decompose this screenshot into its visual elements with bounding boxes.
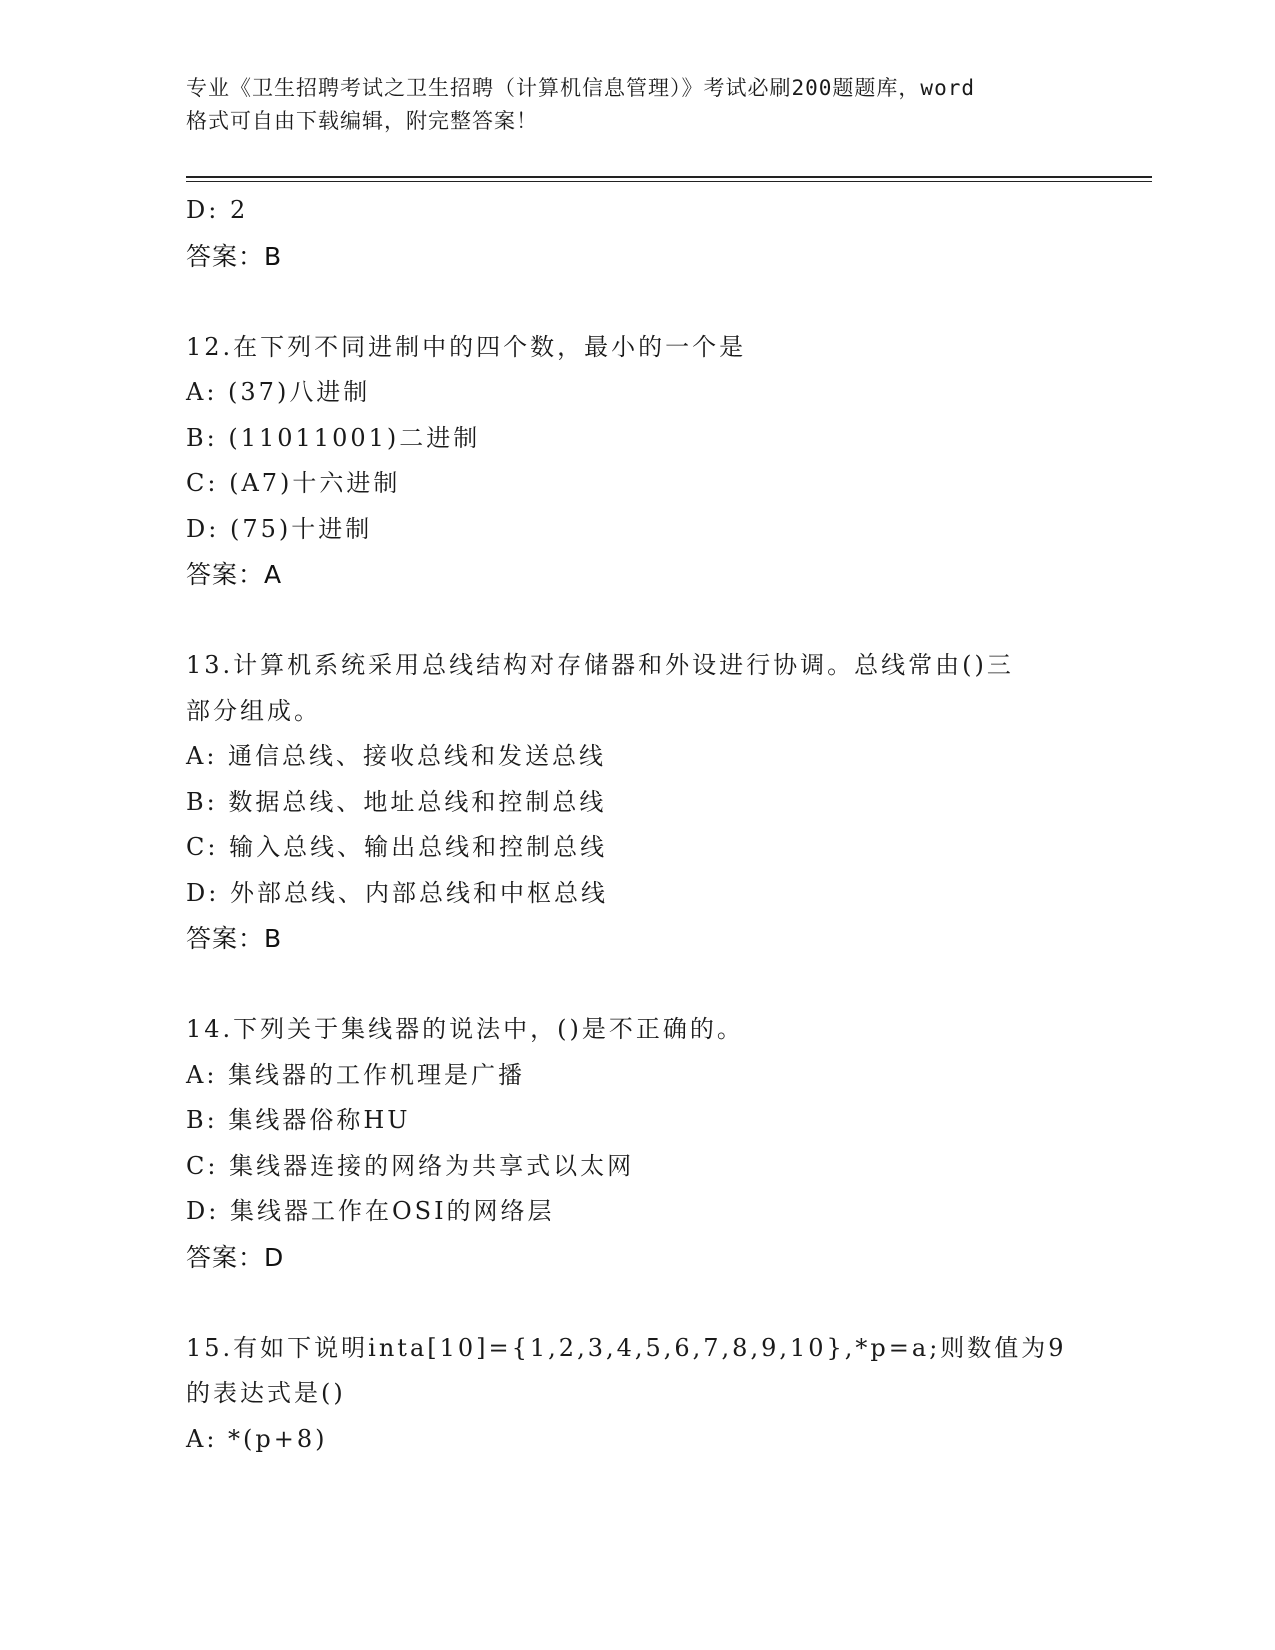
header-divider-thin <box>186 181 1152 182</box>
question-title-line-1: 15.有如下说明inta[10]={1,2,3,4,5,6,7,8,9,10},*p=a;则数值为9 <box>186 1333 1067 1362</box>
option-d: D: 2 <box>186 196 249 224</box>
option-b: B: (11011001)二进制 <box>186 423 481 452</box>
header-line-1: 专业《卫生招聘考试之卫生招聘（计算机信息管理）》考试必刷200题题库，word <box>186 76 975 100</box>
option-c: C: (A7)十六进制 <box>186 469 401 497</box>
question-14 <box>186 1007 1086 1280</box>
question-15 <box>186 1326 1086 1463</box>
spacer <box>186 962 1086 1008</box>
option-b: B: 数据总线、地址总线和控制总线 <box>186 787 607 816</box>
spacer <box>186 1280 1086 1326</box>
answer-line: 答案：D <box>186 1242 285 1272</box>
question-prev <box>186 188 1086 279</box>
spacer <box>186 598 1086 644</box>
option-a: A: 集线器的工作机理是广播 <box>186 1060 526 1089</box>
answer-line: 答案：B <box>186 924 283 953</box>
question-12 <box>186 325 1086 598</box>
question-13 <box>186 643 1086 962</box>
option-a: A: *(p+8) <box>186 1424 328 1453</box>
question-title-line-2: 的表达式是() <box>186 1379 346 1407</box>
question-list <box>186 188 1086 1462</box>
option-c: C: 集线器连接的网络为共享式以太网 <box>186 1151 635 1180</box>
question-title-line-1: 13.计算机系统采用总线结构对存储器和外设进行协调。总线常由()三 <box>186 651 1014 679</box>
option-c: C: 输入总线、输出总线和控制总线 <box>186 833 608 861</box>
option-b: B: 集线器俗称HU <box>186 1106 411 1134</box>
question-title: 12.在下列不同进制中的四个数，最小的一个是 <box>186 332 747 361</box>
document-header <box>186 72 1086 138</box>
option-d: D: (75)十进制 <box>186 514 373 543</box>
option-a: A: (37)八进制 <box>186 378 371 406</box>
header-divider-thick <box>186 176 1152 178</box>
question-title-line-2: 部分组成。 <box>186 696 321 725</box>
answer-line: 答案：A <box>186 560 283 589</box>
answer-line: 答案：B <box>186 241 283 271</box>
spacer <box>186 279 1086 325</box>
question-title: 14.下列关于集线器的说法中，()是不正确的。 <box>186 1015 744 1043</box>
option-d: D: 外部总线、内部总线和中枢总线 <box>186 878 608 907</box>
header-line-2: 格式可自由下载编辑，附完整答案！ <box>186 109 538 133</box>
option-d: D: 集线器工作在OSI的网络层 <box>186 1197 555 1225</box>
option-a: A: 通信总线、接收总线和发送总线 <box>186 742 607 770</box>
